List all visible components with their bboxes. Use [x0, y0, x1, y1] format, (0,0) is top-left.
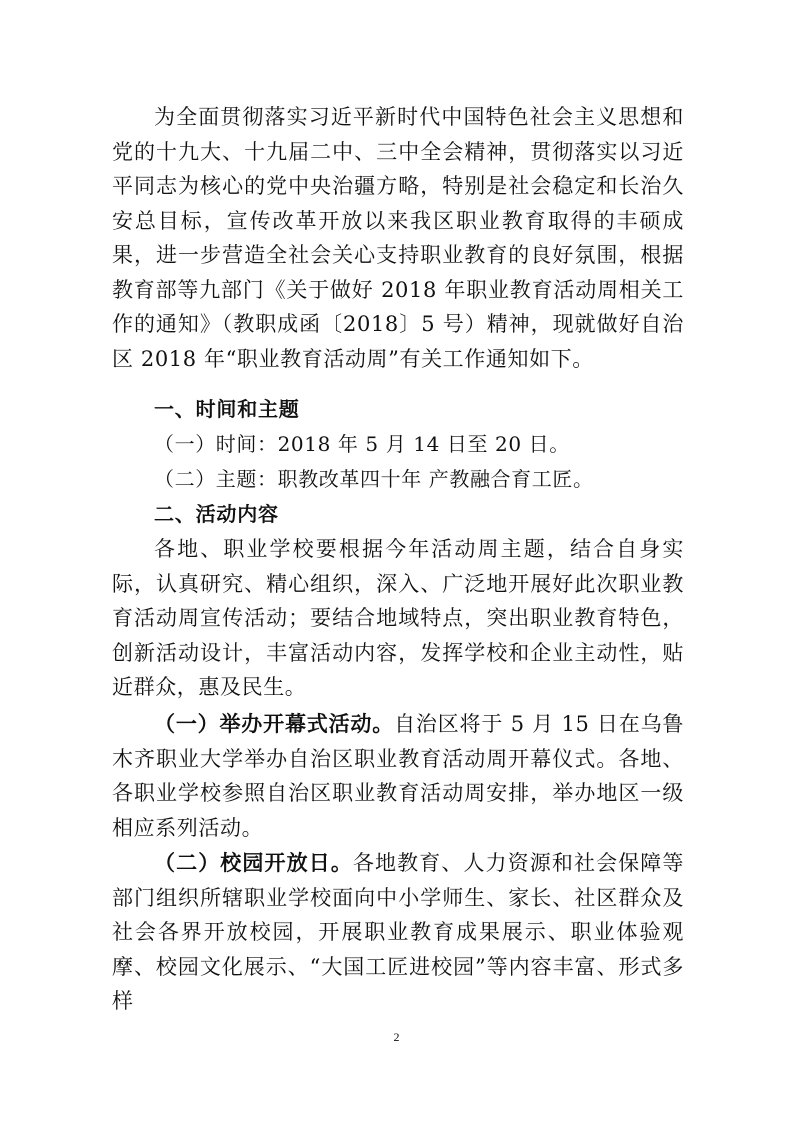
open-campus-body: 各地教育、人力资源和社会保障等部门组织所辖职业学校面向中小学师生、家长、社区群众及社会各界开放校园，开展职业教育成果展示、职业体验观摩、校园文化展示、“大国工匠进校园”等内容丰富、形式多样: [112, 851, 684, 1013]
open-campus-lead: （二）校园开放日。: [154, 851, 353, 875]
activities-intro-paragraph: 各地、职业学校要根据今年活动周主题，结合自身实际，认真研究、精心组织，深入、广泛地开展好此次职业教育活动周宣传活动；要结合地域特点，突出职业教育特色，创新活动设计，丰富活动内容，发挥学校和企业主动性，贴近群众，惠及民生。: [112, 537, 684, 699]
page-number: 2: [393, 1030, 400, 1044]
theme-line: （二）主题：职教改革四十年 产教融合育工匠。: [154, 467, 594, 491]
section-2-heading: 二、活动内容: [154, 502, 279, 526]
section-1-heading: 一、时间和主题: [154, 397, 300, 421]
opening-ceremony-body: 自治区将于 5 月 15 日在乌鲁木齐职业大学举办自治区职业教育活动周开幕仪式。各地、各职业学校参照自治区职业教育活动周安排，举办地区一级相应系列活动。: [112, 712, 684, 840]
open-campus-paragraph: [112, 846, 684, 1019]
time-line: （一）时间：2018 年 5 月 14 日至 20 日。: [154, 432, 570, 456]
opening-ceremony-paragraph: [112, 707, 684, 845]
intro-paragraph: 为全面贯彻落实习近平新时代中国特色社会主义思想和党的十九大、十九届二中、三中全会精神，贯彻落实以习近平同志为核心的党中央治疆方略，特别是社会稳定和长治久安总目标，宣传改革开放以来我区职业教育取得的丰硕成果，进一步营造全社会关心支持职业教育的良好氛围，根据教育部等九部门《关于做好 2018 年职业教育活动周相关工作的通知》（教职成函〔2018〕5 号）精神，现就做好自治区 2018 年“职业教育活动周”有关工作通知如下。: [112, 105, 684, 371]
opening-ceremony-lead: （一）举办开幕式活动。: [154, 712, 395, 736]
